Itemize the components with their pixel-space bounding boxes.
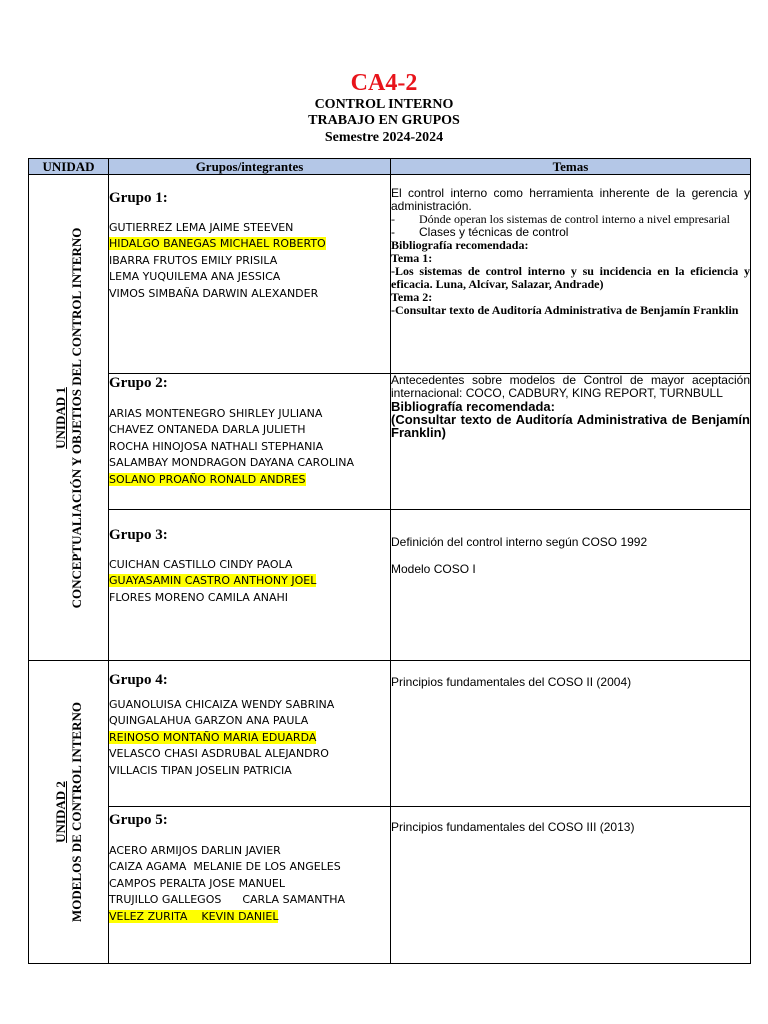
list-item: VELASCO CHASI ASDRUBAL ALEJANDRO bbox=[109, 747, 329, 761]
semester-label: Semestre 2024-2024 bbox=[324, 130, 444, 145]
header-grupos: Grupos/integrantes bbox=[109, 159, 391, 175]
topic-intro: Antecedentes sobre modelos de Control de mayor aceptación internacional: COCO, CADBURY, KING REPORT, TURNBULL bbox=[391, 373, 750, 400]
tema-2-label: Tema 2: bbox=[391, 290, 433, 304]
unit-2-cell bbox=[29, 661, 109, 964]
list-item: CHAVEZ ONTANEDA DARLA JULIETH bbox=[109, 423, 306, 437]
group-5-topics bbox=[391, 807, 751, 964]
assignment-title: TRABAJO EN GRUPOS bbox=[308, 113, 460, 128]
list-item: HIDALGO BANEGAS MICHAEL ROBERTO bbox=[109, 237, 326, 251]
topic-intro: El control interno como herramienta inherente de la gerencia y administración. bbox=[391, 186, 750, 213]
list-item: VELEZ ZURITA KEVIN DANIEL bbox=[109, 909, 279, 923]
unit-2-label bbox=[53, 702, 85, 922]
unit-1-name: CONCEPTUALIACIÓN Y OBJETIOS DEL CONTROL INTERNO bbox=[68, 227, 84, 608]
list-item: GUANOLUISA CHICAIZA WENDY SABRINA bbox=[109, 698, 335, 711]
header-unidad: UNIDAD bbox=[29, 159, 109, 175]
list-item: TRUJILLO GALLEGOS CARLA SAMANTHA bbox=[109, 893, 346, 907]
bibliography-label: Bibliografía recomendada: bbox=[391, 238, 529, 252]
list-item: CAIZA AGAMA MELANIE DE LOS ANGELES bbox=[109, 860, 341, 874]
list-item: VIMOS SIMBAÑA DARWIN ALEXANDER bbox=[109, 286, 319, 300]
group-4-cell bbox=[109, 661, 391, 807]
list-item: REINOSO MONTAÑO MARIA EDUARDA bbox=[109, 730, 317, 744]
table-row bbox=[29, 175, 751, 374]
unit-2-number: UNIDAD 2 bbox=[52, 781, 68, 843]
list-item: LEMA YUQUILEMA ANA JESSICA bbox=[109, 270, 281, 284]
table-row bbox=[29, 374, 751, 510]
list-item: SALAMBAY MONDRAGON DAYANA CAROLINA bbox=[109, 456, 355, 470]
unit-1-label bbox=[53, 227, 85, 608]
unit-2-name: MODELOS DE CONTROL INTERNO bbox=[68, 702, 84, 922]
group-2-topics bbox=[391, 374, 751, 510]
list-item: VILLACIS TIPAN JOSELIN PATRICIA bbox=[109, 763, 292, 777]
topic-line: Definición del control interno según COSO 1992 bbox=[391, 535, 648, 549]
topic-line: Modelo COSO I bbox=[391, 562, 476, 576]
group-3-title: Grupo 3: bbox=[109, 527, 168, 543]
topic-bullet: - Dónde operan los sistemas de control interno a nivel empresarial bbox=[391, 212, 730, 226]
list-item: FLORES MORENO CAMILA ANAHI bbox=[109, 590, 289, 604]
topic-line: Principios fundamentales del COSO II (2004) bbox=[391, 675, 632, 689]
list-item: ACERO ARMIJOS DARLIN JAVIER bbox=[109, 844, 281, 857]
list-item: IBARRA FRUTOS EMILY PRISILA bbox=[109, 253, 278, 267]
table-row bbox=[29, 510, 751, 661]
group-1-cell bbox=[109, 175, 391, 374]
bibliography-label: Bibliografía recomendada: bbox=[391, 399, 555, 414]
tema-1-text: -Los sistemas de control interno y su incidencia en la eficiencia y eficacia. Luna, Alcívar, Salazar, Andrade) bbox=[391, 264, 750, 291]
tema-1-label: Tema 1: bbox=[391, 251, 433, 265]
group-2-title: Grupo 2: bbox=[109, 375, 168, 391]
list-item: ARIAS MONTENEGRO SHIRLEY JULIANA bbox=[109, 407, 323, 420]
group-3-members bbox=[109, 557, 390, 606]
bibliography-text: (Consultar texto de Auditoría Administrativa de Benjamín Franklin) bbox=[391, 412, 750, 440]
group-4-topics bbox=[391, 661, 751, 807]
unit-1-cell bbox=[29, 175, 109, 661]
document-code: CA4-2 bbox=[350, 70, 418, 96]
group-1-topics bbox=[391, 175, 751, 374]
group-3-topics bbox=[391, 510, 751, 661]
list-item: QUINGALAHUA GARZON ANA PAULA bbox=[109, 714, 309, 728]
group-1-members bbox=[109, 220, 390, 302]
header-temas: Temas bbox=[391, 159, 751, 175]
tema-2-text: -Consultar texto de Auditoría Administrativa de Benjamín Franklin bbox=[391, 303, 739, 317]
topic-bullet: - Clases y técnicas de control bbox=[391, 225, 569, 239]
list-item: SOLANO PROAÑO RONALD ANDRES bbox=[109, 472, 306, 486]
group-5-members bbox=[109, 843, 390, 925]
list-item: CAMPOS PERALTA JOSE MANUEL bbox=[109, 876, 285, 890]
group-4-title: Grupo 4: bbox=[109, 672, 168, 688]
group-3-cell bbox=[109, 510, 391, 661]
group-2-cell bbox=[109, 374, 391, 510]
groups-table bbox=[28, 158, 751, 964]
group-1-title: Grupo 1: bbox=[109, 190, 168, 206]
subject-title: CONTROL INTERNO bbox=[314, 97, 454, 112]
group-5-cell bbox=[109, 807, 391, 964]
list-item: GUAYASAMIN CASTRO ANTHONY JOEL bbox=[109, 574, 317, 588]
table-header-row bbox=[29, 159, 751, 175]
group-5-title: Grupo 5: bbox=[109, 812, 168, 828]
table-row bbox=[29, 661, 751, 807]
topic-line: Principios fundamentales del COSO III (2013) bbox=[391, 820, 635, 834]
table-row bbox=[29, 807, 751, 964]
group-2-members bbox=[109, 406, 390, 488]
unit-1-number: UNIDAD 1 bbox=[52, 386, 68, 449]
list-item: CUICHAN CASTILLO CINDY PAOLA bbox=[109, 558, 293, 571]
list-item: ROCHA HINOJOSA NATHALI STEPHANIA bbox=[109, 439, 324, 453]
group-4-members bbox=[109, 697, 390, 779]
list-item: GUTIERREZ LEMA JAIME STEEVEN bbox=[109, 221, 294, 234]
